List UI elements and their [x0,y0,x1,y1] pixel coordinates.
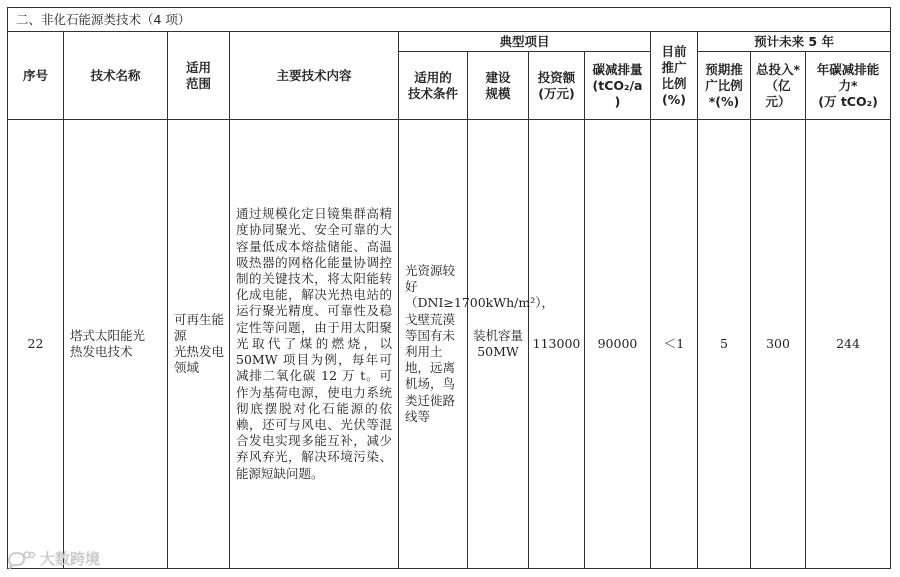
header-scale: 建设 规模 [468,52,529,120]
header-expected-ratio: 预期推 广比例 *(%) [698,52,751,120]
cell-annual-capacity: 244 [806,120,891,569]
cell-total-investment: 300 [751,120,806,569]
cell-seq: 22 [8,120,64,569]
header-tech-name: 技术名称 [64,32,168,120]
technology-table [7,7,891,569]
chat-bubble-logo-icon [6,549,36,569]
cell-expected-ratio: 5 [698,120,751,569]
cell-scale: 装机容量 50MW [468,120,529,569]
header-content: 主要技术内容 [230,32,399,120]
header-investment: 投资额 (万元) [529,52,585,120]
section-title: 二、非化石能源类技术（4 项） [8,8,891,32]
cell-reduction: 90000 [585,120,651,569]
cell-scope: 可再生能 源 光热发电 领域 [168,120,230,569]
watermark [6,548,100,569]
header-seq: 序号 [8,32,64,120]
header-current-ratio: 目前 推广 比例 (%) [651,32,698,120]
header-scope: 适用 范围 [168,32,230,120]
cell-main-content: 通过规模化定日镜集群高精度协同聚光、安全可靠的大容量低成本熔盐储能、高温吸热器的网格化能量协调控制的关键技术，将太阳能转化成电能，解决光热电站的运行聚光精度、可靠性及稳定性等问题，由于用太阳聚光取代了煤的燃烧，以 50MW 项目为例，每年可减排二氧化碳 12 万 t。可作为基荷电源，使电力系统彻底摆脱对化石能源的依赖，还可与风电、光伏等混合发电实现多能互补，减少弃风弃光，解决环境污染、能源短缺问题。 [230,120,399,569]
cell-conditions: 光资源较好（DNI≥1700kWh/m²），戈壁荒漠等国有未利用土地，远离机场，鸟类迁徙路线等 [399,120,468,569]
technology-table-page [7,7,890,569]
header-annual-capacity: 年碳减排能 力* (万 tCO₂) [806,52,891,120]
section-row [8,8,891,32]
table-row [8,120,891,569]
cell-current-ratio: ＜1 [651,120,698,569]
header-total-investment: 总投入* （亿 元） [751,52,806,120]
cell-investment: 113000 [529,120,585,569]
header-conditions: 适用的 技术条件 [399,52,468,120]
header-row-1 [8,32,891,52]
header-forecast: 预计未来 5 年 [698,32,891,52]
header-typical-project: 典型项目 [399,32,651,52]
header-reduction: 碳减排量 (tCO₂/a ) [585,52,651,120]
cell-tech-name: 塔式太阳能光 热发电技术 [64,120,168,569]
watermark-text: 大数跨境 [40,550,101,568]
